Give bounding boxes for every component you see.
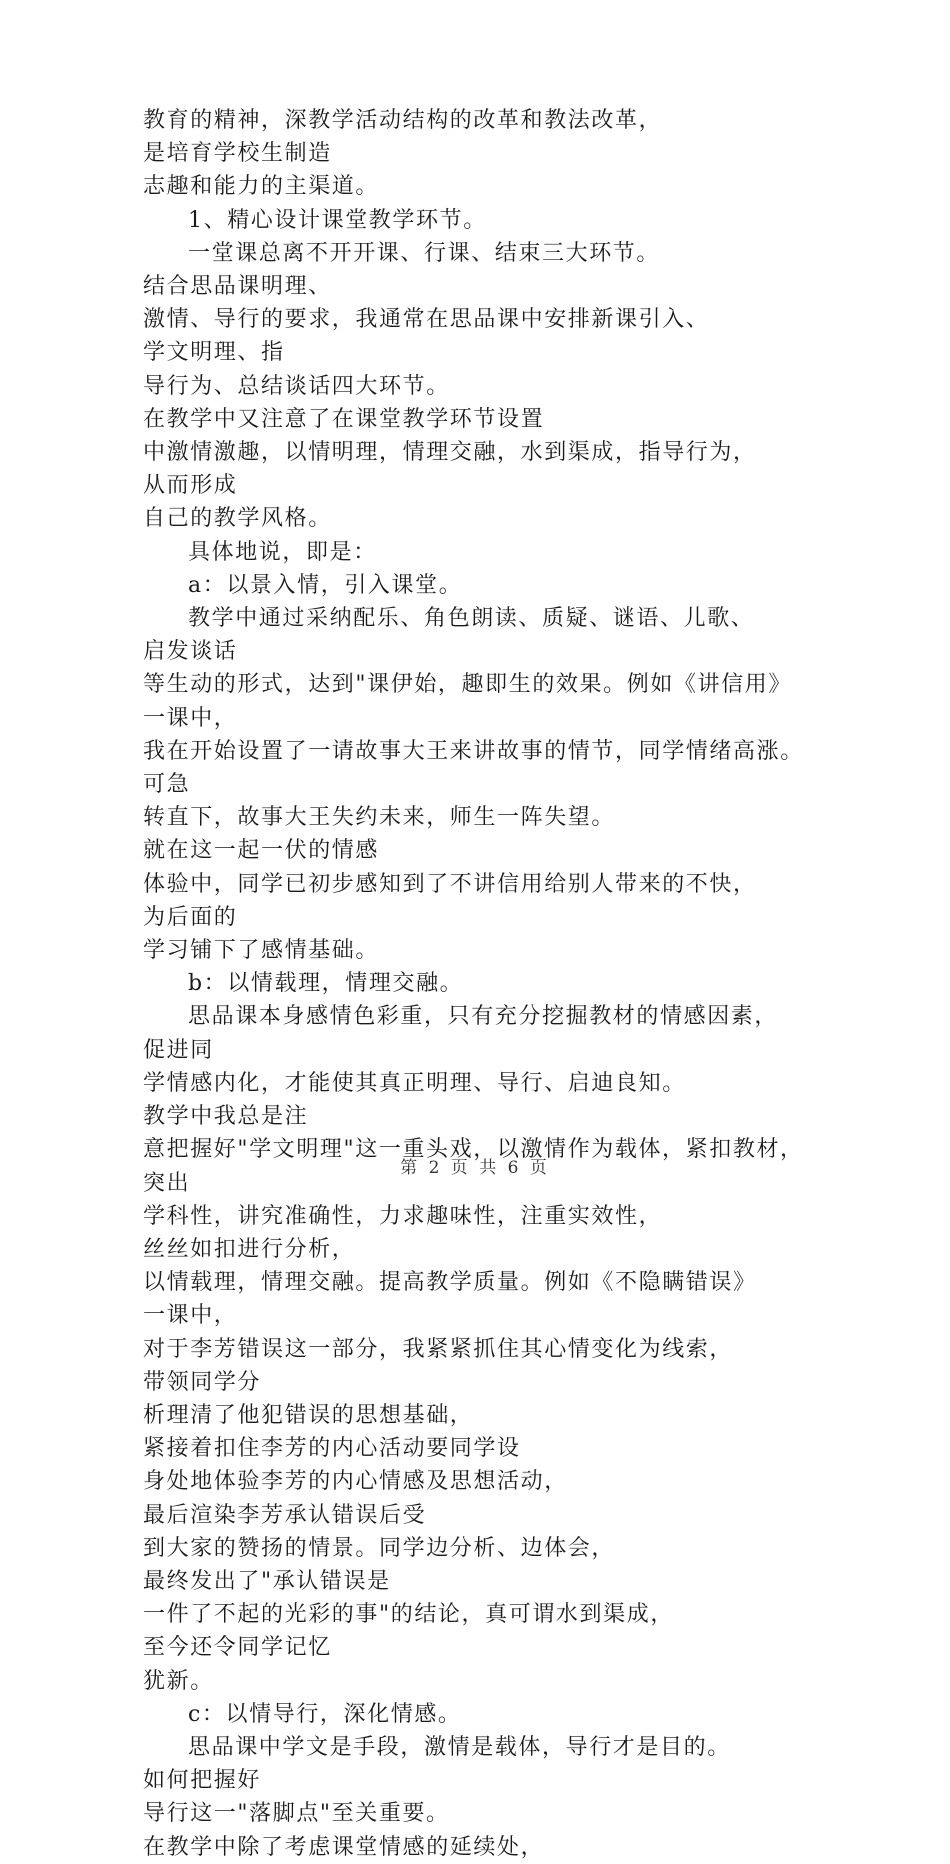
paragraph-8: 思品课本身感情色彩重，只有充分挖掘教材的情感因素，促进同 学情感内化，才能使其真正明理、导行、启迪良知。教学中我总是注 意把握好"学文明理"这一重头戏，以激情作为载体，紧扣教材，突出 学科性，讲究准确性，力求趣味性，注重实效性，丝丝如扣进行分析， 以情载理，情理交融。提高教学质量。例如《不隐瞒错误》一课中， 对于李芳错误这一部分，我紧紧抓住其心情变化为线索，带领同学分 析理清了他犯错误的思想基础，紧接着扣住李芳的内心活动要同学设 身处地体验李芳的内心情感及思想活动，最后渲染李芳承认错误后受 到大家的赞扬的情景。同学边分析、边体会，最终发出了"承认错误是 一件了不起的光彩的事"的结论，真可谓水到渠成，至今还令同学记忆 犹新。 [143,1004,804,1694]
page-number-footer: 第 2 页 共 6 页 [400,1158,550,1178]
paragraph-6: 教学中通过采纳配乐、角色朗读、质疑、谜语、儿歌、启发谈话 等生动的形式，达到"课伊始，趣即生的效果。例如《讲信用》一课中， 我在开始设置了一请故事大王来讲故事的情节，同学情绪高涨。可急 转直下，故事大王失约未来，师生一阵失望。就在这一起一伏的情感 体验中，同学已初步感知到了不讲信用给别人带来的不快，为后面的 学习铺下了感情基础。 [143,606,804,964]
paragraph-7: b：以情载理，情理交融。 [188,971,464,997]
paragraph-4: 具体地说，即是： [188,539,377,565]
paragraph-10: 思品课中学文是手段，激情是载体，导行才是目的。如何把握好 导行这一"落脚点"至关重要。在教学中除了考虑课堂情感的延续处， [143,1734,731,1860]
paragraph-5: a：以景入情，引入课堂。 [188,572,463,598]
document-body [143,104,823,1864]
paragraph-9: c：以情导行，深化情感。 [188,1701,462,1727]
paragraph-2: 1、精心设计课堂教学环节。 [188,207,487,233]
paragraph-3: 一堂课总离不开开课、行课、结束三大环节。结合思品课明理、 激情、导行的要求，我通常在思品课中安排新课引入、学文明理、指 导行为、总结谈话四大环节。在教学中又注意了在课堂教学环节设置 中激情激趣，以情明理，情理交融，水到渠成，指导行为，从而形成 自己的教学风格。 [143,240,757,532]
paragraph-1: 教育的精神，深教学活动结构的改革和教法改革，是培育学校生制造 志趣和能力的主渠道。 [143,108,663,200]
